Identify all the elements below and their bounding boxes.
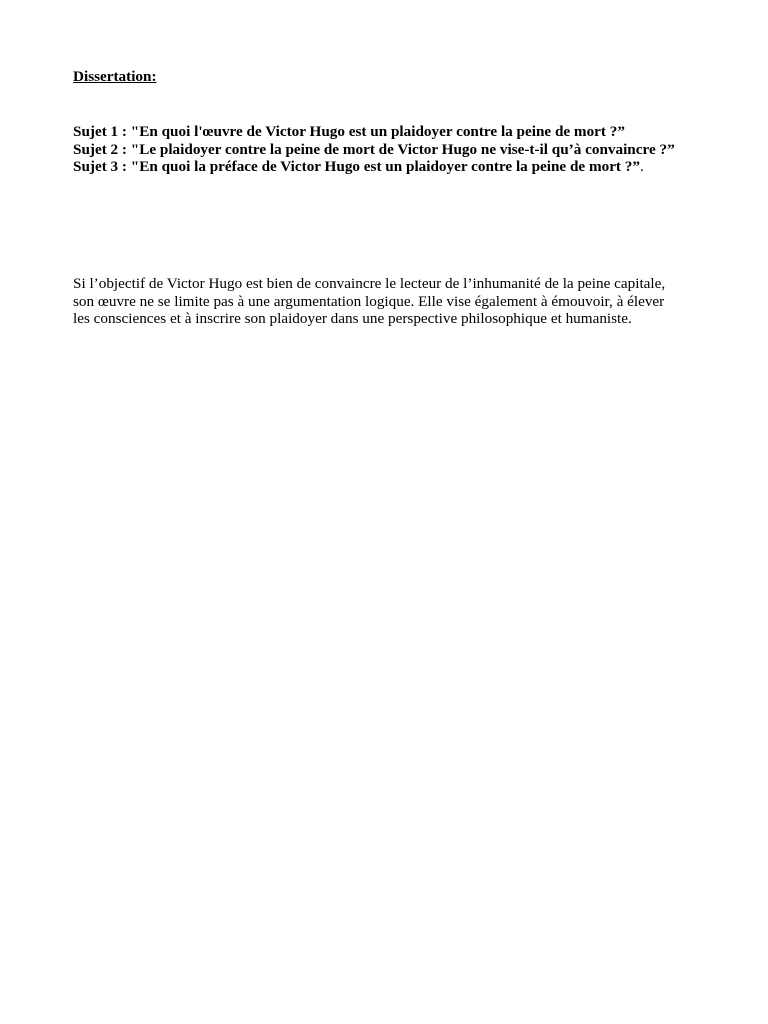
document-heading: Dissertation:: [73, 68, 157, 85]
paragraph-line-3: les consciences et à inscrire son plaidoyer dans une perspective philosophique et humaniste.: [73, 310, 632, 328]
subject-list: [73, 123, 753, 176]
subject-3-text: Sujet 3 : "En quoi la préface de Victor Hugo est un plaidoyer contre la peine de mort ?”: [73, 158, 640, 175]
subject-line-2: [73, 141, 753, 159]
paragraph-line-1: Si l’objectif de Victor Hugo est bien de convaincre le lecteur de l’inhumanité de la peine capitale,: [73, 275, 666, 292]
subject-2-text: Sujet 2 : "Le plaidoyer contre la peine de mort de Victor Hugo ne vise-t-il qu’à convaincre ?”: [73, 140, 675, 158]
paragraph-line-2: son œuvre ne se limite pas à une argumentation logique. Elle vise également à émouvoir, à élever: [73, 292, 665, 310]
subject-line-3: [73, 158, 753, 176]
subject-line-1: [73, 123, 753, 141]
subject-3-trailing: .: [639, 158, 644, 175]
introduction-paragraph: [73, 275, 693, 328]
subject-1-text: Sujet 1 : "En quoi l'œuvre de Victor Hugo est un plaidoyer contre la peine de mort ?”: [73, 123, 625, 140]
